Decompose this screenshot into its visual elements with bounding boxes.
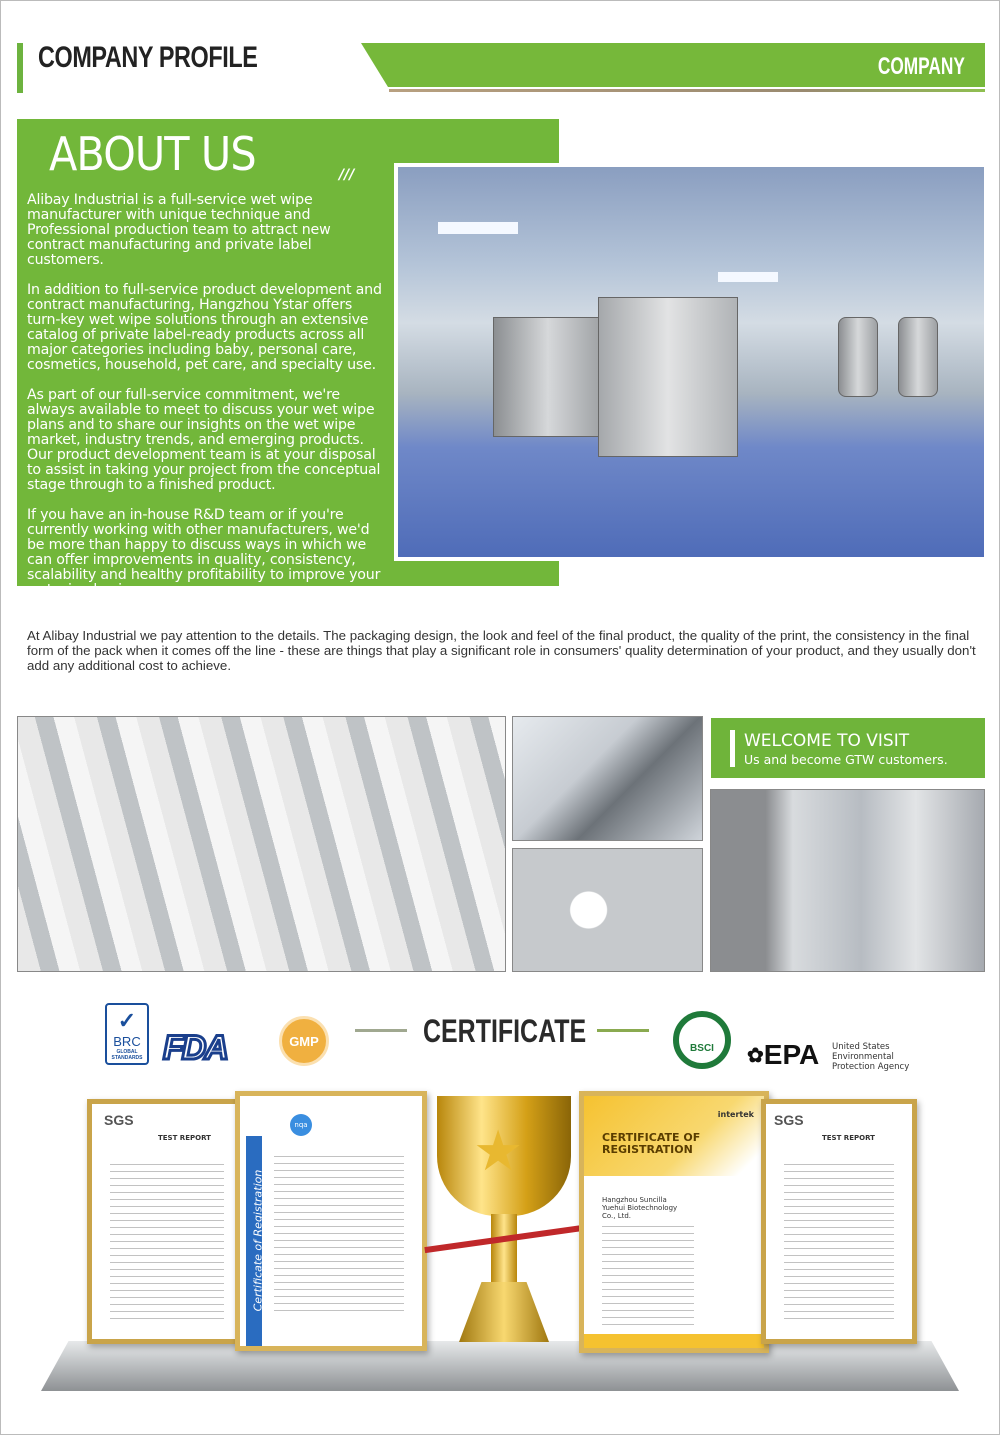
display-shelf — [41, 1341, 959, 1391]
star-icon: ★ — [473, 1119, 524, 1182]
factory-photo — [394, 163, 988, 561]
certificate-frame: SGS TEST REPORT — [87, 1099, 247, 1344]
about-paragraph: Alibay Industrial is a full-service wet wipe manufacturer with unique technique and Professional production team to attract new contract manufacturing and private label customers. — [27, 192, 331, 268]
gmp-logo: GMP — [279, 1016, 329, 1066]
tank-room-photo — [710, 789, 985, 972]
divider-line — [597, 1029, 649, 1032]
page-title: COMPANY PROFILE — [38, 41, 258, 74]
about-title: ABOUT US — [49, 127, 256, 181]
certificate-title: CERTIFICATE — [423, 1013, 587, 1049]
header-accent — [17, 43, 23, 93]
decoration-slashes: /// — [339, 167, 355, 183]
certificate-frame: intertek CERTIFICATE OF REGISTRATION Hangzhou Suncilla Yuehui Biotechnology Co., Ltd. — [579, 1091, 769, 1353]
welcome-accent — [730, 730, 735, 767]
divider-line — [355, 1029, 407, 1032]
epa-subtitle: United States Environmental Protection Agency — [832, 1042, 910, 1072]
intro-text: At Alibay Industrial we pay attention to the details. The packaging design, the look and feel of the final product, the quality of the print, the consistency in the final form of the pack when it comes off the line - these are things that play a significant role in consumers' quality determination of your product, and they usually don't add any additional cost to achieve. — [27, 628, 976, 673]
welcome-subtitle: Us and become GTW customers. — [744, 752, 948, 767]
about-paragraph: If you have an in-house R&D team or if you're currently working with other manufacturers, we'd be more than happy to discuss ways in which we can offer improvements in quality, consistency, scalability and healthy profitability to improve your wet wipe business. — [27, 507, 381, 598]
brc-logo: ✓ BRC GLOBAL STANDARDS — [105, 1003, 149, 1065]
production-line-photo — [17, 716, 506, 972]
about-text — [27, 193, 383, 613]
machine-photo — [512, 848, 703, 972]
about-paragraph: In addition to full-service product development and contract manufacturing, Hangzhou Ystar offers turn-key wet wipe solutions through an extensive catalog of private label-ready products across all major categories including baby, personal care, cosmetics, household, pet care, and specialty use. — [27, 282, 382, 373]
welcome-title: WELCOME TO VISIT — [744, 731, 910, 751]
banner-label: COMPANY — [877, 53, 965, 80]
epa-flower-icon: ✿ — [747, 1044, 764, 1067]
trophy — [429, 1096, 579, 1346]
certificate-frame: nqa Certificate of Registration — [235, 1091, 427, 1351]
bsci-logo: BSCI — [673, 1011, 731, 1069]
certificate-frame: SGS TEST REPORT — [761, 1099, 917, 1344]
banner-divider — [389, 89, 985, 92]
workshop-photo — [512, 716, 703, 841]
about-paragraph: As part of our full-service commitment, we're always available to meet to discuss your wet wipe plans and to share our insights on the wet wipe market, industry trends, and emerging products. Our product development team is at your disposal to assist in taking your project from the conceptual stage through to a finished product. — [27, 387, 381, 493]
epa-logo: ✿ EPA — [747, 1039, 820, 1070]
fda-logo: FDA — [163, 1029, 227, 1067]
